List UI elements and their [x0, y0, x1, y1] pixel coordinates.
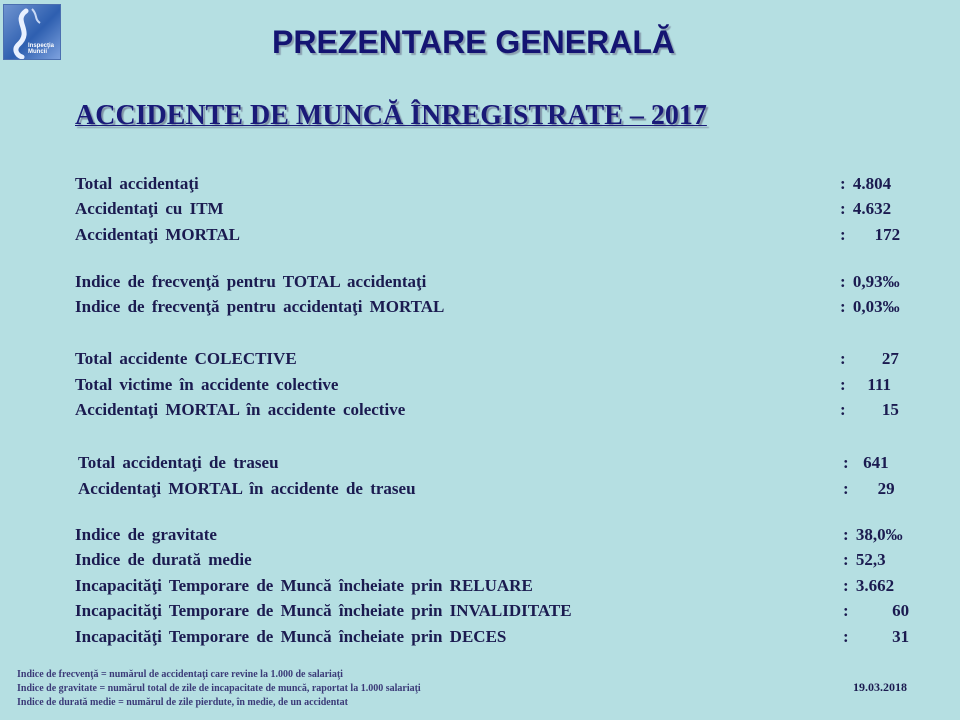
- stat-label: Accidentaţi MORTAL în accidente de traseu: [78, 479, 416, 498]
- stat-value: : 641: [843, 453, 889, 472]
- page-subtitle: ACCIDENTE DE MUNCĂ ÎNREGISTRATE – 2017: [75, 100, 707, 131]
- stat-value: : 52,3: [843, 550, 886, 569]
- stat-value: : 0,03‰: [840, 297, 900, 316]
- stat-label: Accidentaţi MORTAL în accidente colective: [75, 400, 406, 419]
- footnotes: [17, 668, 421, 710]
- stat-value: : 38,0‰: [843, 525, 903, 544]
- stat-label: Indice de durată medie: [75, 550, 252, 569]
- footnote: Indice de gravitate = numărul total de zile de incapacitate de muncă, raportat la 1.000 salariaţi: [17, 683, 421, 694]
- stat-label: Incapacităţi Temporare de Muncă încheiate prin DECES: [75, 627, 507, 646]
- stat-label: Incapacităţi Temporare de Muncă încheiate prin INVALIDITATE: [75, 601, 572, 620]
- stat-label: Accidentaţi cu ITM: [75, 199, 224, 218]
- logo-text: Inspecţia Muncii: [28, 43, 55, 55]
- stat-value: : 111: [840, 375, 892, 394]
- stat-label: Incapacităţi Temporare de Muncă încheiate prin RELUARE: [75, 576, 533, 595]
- stat-label: Total accidentaţi de traseu: [78, 453, 279, 472]
- stat-value: : 4.804: [840, 174, 892, 193]
- stat-label: Indice de frecvenţă pentru accidentaţi MORTAL: [75, 297, 445, 316]
- stat-label: Indice de gravitate: [75, 525, 217, 544]
- stat-value: : 29: [843, 479, 895, 498]
- stat-label: Indice de frecvenţă pentru TOTAL accidentaţi: [75, 272, 427, 291]
- stat-value: : 172: [840, 225, 901, 244]
- footnote: Indice de frecvenţă = numărul de accidentaţi care revine la 1.000 de salariaţi: [17, 669, 343, 680]
- slide-date: 19.03.2018: [853, 680, 907, 694]
- stat-value: : 4.632: [840, 199, 892, 218]
- footnote: Indice de durată medie = numărul de zile pierdute, în medie, de un accidentat: [17, 697, 348, 708]
- stat-value: : 31: [843, 627, 910, 646]
- stat-label: Total accidente COLECTIVE: [75, 349, 297, 368]
- stat-value: : 0,93‰: [840, 272, 900, 291]
- page-title: PREZENTARE GENERALĂ: [272, 24, 675, 60]
- inspectia-muncii-logo: [3, 4, 61, 60]
- stat-label: Total victime în accidente colective: [75, 375, 339, 394]
- stat-value: : 60: [843, 601, 910, 620]
- stat-value: : 27: [840, 349, 899, 368]
- stat-value: : 15: [840, 400, 899, 419]
- stat-label: Total accidentaţi: [75, 174, 199, 193]
- stat-label: Accidentaţi MORTAL: [75, 225, 240, 244]
- stat-value: : 3.662: [843, 576, 895, 595]
